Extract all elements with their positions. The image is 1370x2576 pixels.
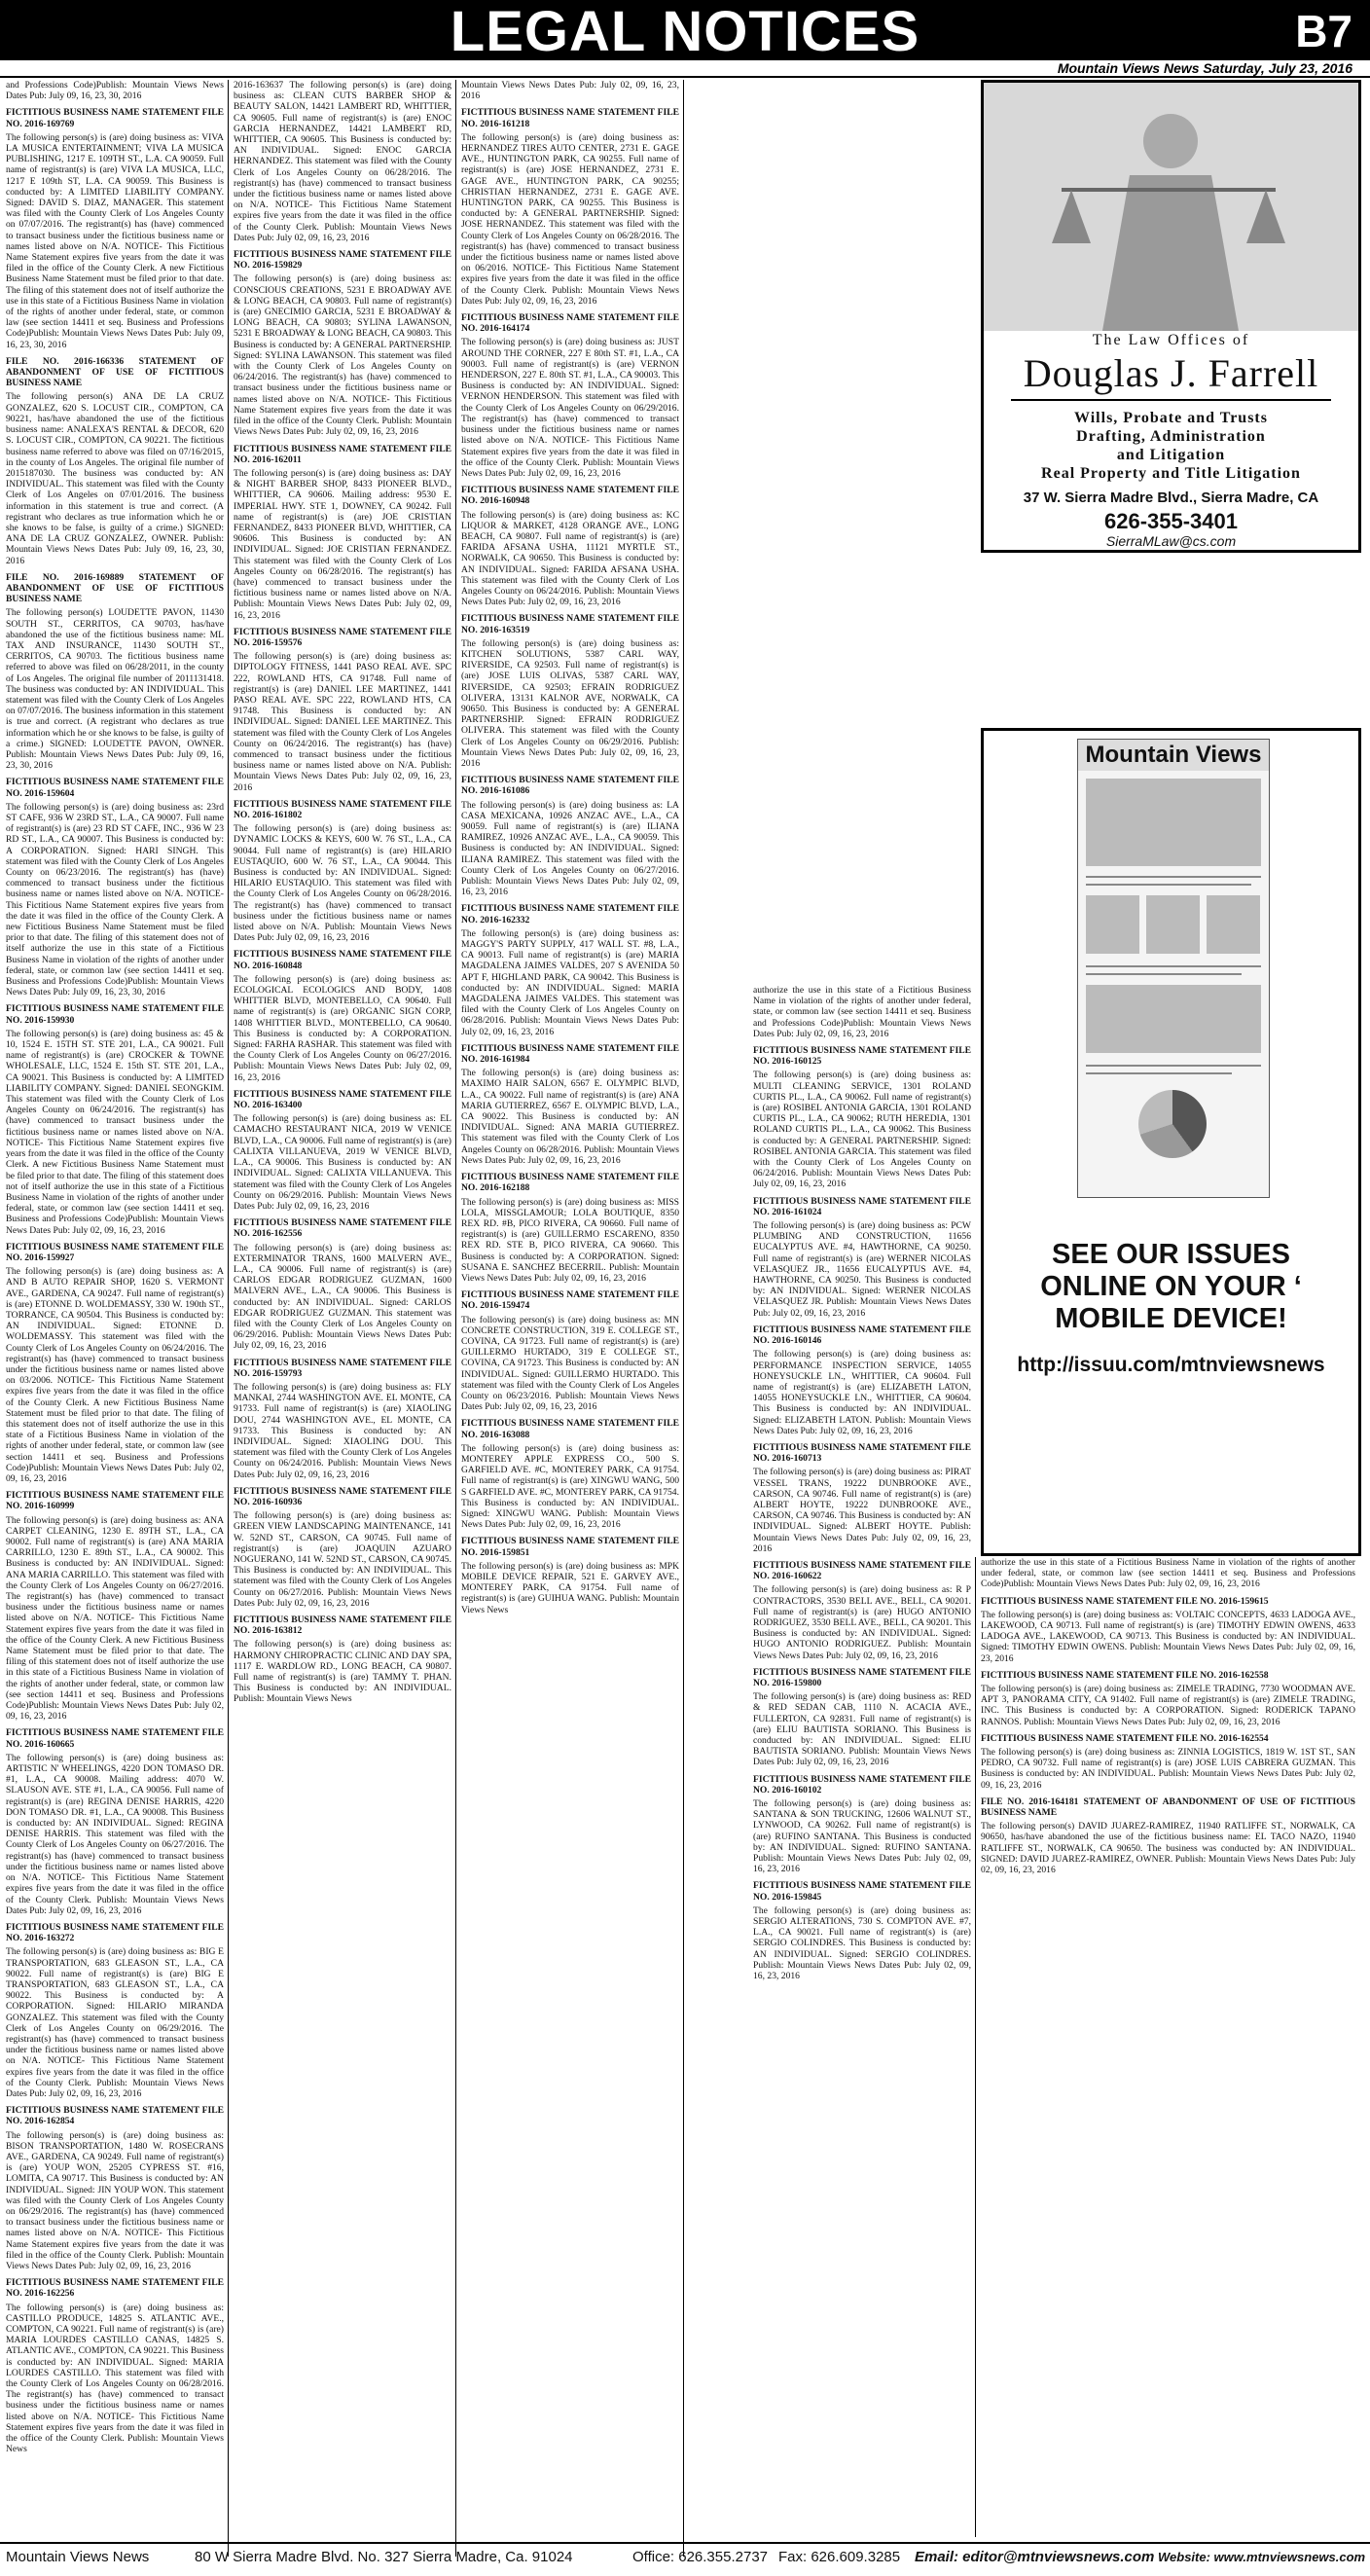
- notice-body: The following person(s) DAVID JUAREZ-RAMIREZ, 11940 RATLIFFE ST., NORWALK, CA 90650, has/have abandoned the use of the fictitious business name: EL TACO NAZO, 11940 RATLIFFE ST., NORWALK, CA 90650. The business was conducted by: AN INDIVIDUAL. SIGNED: DAVID JUAREZ-RAMIREZ, OWNER. Publish: Mountain Views News Dates Pub: July 02, 09, 16, 23, 2016: [981, 1821, 1355, 1876]
- notice-body: The following person(s) is (are) doing business as: VOLTAIC CONCEPTS, 4633 LADOGA AVE., LAKEWOOD, CA 90713. Full name of registrant(s) is (are) TIMOTHY EDWIN OWENS, 4633 LADOGA AVE., LAKEWOOD, CA 90713. This Business is conducted by: AN INDIVIDUAL. Signed: TIMOTHY EDWIN OWENS. Publish: Mountain Views News Dates Pub: July 02, 09, 16, 23, 2016: [981, 1609, 1355, 1664]
- notice-body: The following person(s) is (are) doing business as: 23rd ST CAFE, 936 W 23RD ST., L.A., CA 90007. Full name of registrant(s) is (are) 23 RD ST CAFE, INC., 936 W 23 RD ST., L.A., CA 90007. This Business is conducted by: A CORPORATION. Signed: HARI SINGH. This statement was filed with the County Clerk of Los Angeles County on 06/23/2016. The registrant(s) has (have) commenced to transact business under the fictitious business name or names listed above on N/A. NOTICE- This Fictitious Name Statement expires five years from the date it was filed in the office of the County Clerk. A new Fictitious Business Name Statement must be filed prior to that date. The filing of this statement does not of itself authorize the use in this state of a Fictitious Business Name in violation of the rights of another under federal, state, or common law (see section 14411 et seq. Business and Professions Code)Publish: Mountain Views News Dates Pub: July 09, 16, 23, 30, 2016: [6, 801, 224, 998]
- notice-column-4: [753, 985, 971, 2537]
- notice-heading: FICTITIOUS BUSINESS NAME STATEMENT FILE NO. 2016-159800: [753, 1666, 971, 1688]
- thumbnail-photo: [1086, 779, 1261, 866]
- notice-heading: FICTITIOUS BUSINESS NAME STATEMENT FILE NO. 2016-163519: [461, 613, 679, 635]
- notice-body: The following person(s) is (are) doing business as: JUST AROUND THE CORNER, 227 E 80th ST. #1, L.A., CA 90003. Full name of registrant(s) is (are) VERNON HENDERSON, 227 E. 80th ST. #1, L.A., CA 90003. This Business is conducted by: AN INDIVIDUAL. Signed: VERNON HENDERSON. This statement was filed with the County Clerk of Los Angeles County on 06/29/2016. The registrant(s) has (have) commenced to transact business under the fictitious business name or names listed above on N/A. NOTICE- This Fictitious Name Statement expires five years from the date it was filed in the office of the County Clerk. Publish: Mountain Views News Dates Pub: July 02, 09, 16, 23, 2016: [461, 337, 679, 479]
- notice-body: The following person(s) is (are) doing business as: HERNANDEZ TIRES AUTO CENTER, 2731 E. GAGE AVE., HUNTINGTON PARK, CA 90255. Full name of registrant(s) is (are) JOSE HERNANDEZ, 2731 E. GAGE AVE., HUNTINGTON PARK, CA 90255; CHRISTIAN HERNANDEZ, 2731 E. GAGE AVE. HUNTINGTON PARK, CA 90255. This Business is conducted by: A GENERAL PARTNERSHIP. Signed: JOSE HERNANDEZ. This statement was filed with the County Clerk of Los Angeles County on 06/28/2016. The registrant(s) has (have) commenced to transact business under the fictitious business name or names listed above on 06/2016. NOTICE- This Fictitious Name Statement expires five years from the date it was filed in the office of the County Clerk. Publish: Mountain Views News Dates Pub: July 02, 09, 16, 23, 2016: [461, 131, 679, 307]
- notice-heading: FICTITIOUS BUSINESS NAME STATEMENT FILE NO. 2016-164174: [461, 312, 679, 335]
- notice-heading: FICTITIOUS BUSINESS NAME STATEMENT FILE NO. 2016-159576: [234, 626, 451, 648]
- notice-body: The following person(s) is (are) doing business as: RED & RED SEDAN CAB, 1110 N. ACACIA AVE., FULLERTON, CA 92831. Full name of registrant(s) is (are) ELIU BAUTISTA SORIANO. This Business is conducted by: AN INDIVIDUAL. Signed: ELIU BAUTISTA SORIANO. Publish: Mountain Views News Dates Pub: July 02, 09, 16, 23, 2016: [753, 1691, 971, 1768]
- notice-heading: FICTITIOUS BUSINESS NAME STATEMENT FILE NO. 2016-162554: [981, 1732, 1269, 1744]
- thumbnail-photo: [1086, 895, 1139, 954]
- notice-body: The following person(s) is (are) doing business as: LA CASA MEXICANA, 10926 ANZAC AVE., L.A., CA 90059. Full name of registrant(s) is (are) ILIANA RAMIREZ, 10926 ANZAC AVE., L.A., CA 90059. This Business is conducted by: AN INDIVIDUAL. Signed: ILIANA RAMIREZ. This statement was filed with the County Clerk of Los Angeles County on 06/27/2016. Publish: Mountain Views News Dates Pub: July 02, 09, 16, 23, 2016: [461, 799, 679, 898]
- notice-body: The following person(s) is (are) doing business as: MAXIMO HAIR SALON, 6567 E. OLYMPIC BLVD, L.A., CA 90022. Full name of registrant(s) is (are) ANA MARIA GUTIERREZ, 6567 E. OLYMPIC BLVD, L.A., CA 90022. This Business is conducted by: AN INDIVIDUAL. Signed: ANA MARIA GUTIERREZ. This statement was filed with the County Clerk of Los Angeles County on 06/28/2016. Publish: Mountain Views News Dates Pub: July 02, 09, 16, 23, 2016: [461, 1068, 679, 1166]
- notice-body: Mountain Views News Dates Pub: July 02, 09, 16, 23, 2016: [461, 80, 679, 102]
- notice-heading: FICTITIOUS BUSINESS NAME STATEMENT FILE NO. 2016-159930: [6, 1003, 224, 1026]
- notice-column-1: [6, 80, 224, 2557]
- notice-body: The following person(s) is (are) doing business as: EXTERMINATOR TRANS, 1600 MALVERN AVE., L.A., CA 90006. Full name of registrant(s) is (are) CARLOS EDGAR RODRIGUEZ GUZMAN, 1600 MALVERN AVE., L.A., CA 90006. This Business is conducted by: AN INDIVIDUAL. Signed: CARLOS EDGAR RODRIGUEZ GUZMAN. This statement was filed with the County Clerk of Los Angeles County on 06/29/2016. Publish: Mountain Views News Dates Pub: July 02, 09, 16, 23, 2016: [234, 1242, 451, 1352]
- thumbnail-line: [1086, 1065, 1261, 1067]
- thumbnail-line: [1086, 884, 1251, 886]
- online-ad-line: MOBILE DEVICE!: [1055, 1303, 1287, 1334]
- notice-heading: FICTITIOUS BUSINESS NAME STATEMENT FILE NO. 2016-159927: [6, 1241, 224, 1263]
- notice-heading: FICTITIOUS BUSINESS NAME STATEMENT FILE NO. 2016-161218: [461, 107, 679, 129]
- thumbnail-line: [1086, 965, 1261, 967]
- notice-body: The following person(s) is (are) doing business as: ANA CARPET CLEANING, 1230 E. 89TH ST., L.A., CA 90002. Full name of registrant(s) is (are) ANA MARIA CARRILLO, 1230 E. 89th ST., L.A., CA 90002. This Business is conducted by: AN INDIVIDUAL. Signed: ANA MARIA CARRILLO. This statement was filed with the County Clerk of Los Angeles County on 06/27/2016. The registrant(s) has (have) commenced to transact business under the fictitious business name or names listed above on N/A. NOTICE- This Fictitious Name Statement expires five years from the date it was filed in the office of the County Clerk. A new Fictitious Business Name Statement must be filed prior to that date. The filing of this statement does not of itself authorize the use in this state of a Fictitious Business Name in violation of the rights of another under federal, state, or common law (see section 14411 et seq. Business and Professions Code)Publish: Mountain Views News Dates Pub: July 02, 09, 16, 23, 2016: [6, 1514, 224, 1723]
- notice-body: The following person(s) is (are) doing business as: HARMONY CHIROPRACTIC CLINIC AND DAY SPA, 1117 E. WARDLOW RD., LONG BEACH, CA 90807. Full name of registrant(s) is (are) TAMMY T. PHAN. This Business is conducted by: AN INDIVIDUAL. Publish: Mountain Views News: [234, 1639, 451, 1705]
- notice-heading: FICTITIOUS BUSINESS NAME STATEMENT FILE NO. 2016-159851: [461, 1536, 679, 1558]
- notice-body: authorize the use in this state of a Fictitious Business Name in violation of the rights of another under federal, state, or common law (see section 14411 et seq. Business and Professions Code)Publish: Mountain Views News Dates Pub: July 02, 09, 16, 23, 2016: [981, 1557, 1355, 1590]
- notice-body: The following person(s) is (are) doing business as: KITCHEN SOLUTIONS, 5387 CARL WAY, RIVERSIDE, CA 92503. Full name of registrant(s) is (are) JOSE LUIS OLIVAS, 5387 CARL WAY, RIVERSIDE, CA 92503; EFRAIN RODRIGUEZ OLIVERA, 13131 KALNOR AVE, NORWALK, CA 90650. This Business is conducted by: A GENERAL PARTNERSHIP. Signed: EFRAIN RODRIGUEZ OLIVERA. This statement was filed with the County Clerk of Los Angeles County on 06/29/2016. Publish: Mountain Views News Dates Pub: July 02, 09, 16, 23, 2016: [461, 637, 679, 769]
- header-rule: [0, 76, 1370, 78]
- online-ad-headline: [984, 1239, 1358, 1335]
- notice-heading: FICTITIOUS BUSINESS NAME STATEMENT FILE NO. 2016-169769: [6, 107, 224, 129]
- column-divider: [455, 80, 456, 2557]
- notice-heading: FICTITIOUS BUSINESS NAME STATEMENT FILE NO. 2016-162558: [981, 1669, 1269, 1681]
- service-line: Wills, Probate and Trusts: [1074, 410, 1268, 426]
- notice-body: The following person(s) is (are) doing business as: BISON TRANSPORTATION, 1480 W. ROSECRANS AVE., GARDENA, CA 90249. Full name of registrant(s) is (are) YOUP WON, 25205 CYPRESS ST. #16, LOMITA, CA 90717. This Business is conducted by: AN INDIVIDUAL. Signed: JIN YOUP WON. This statement was filed with the County Clerk of Los Angeles County on 06/29/2016. The registrant(s) has (have) commenced to transact business under the fictitious business name or names listed above on N/A. NOTICE- This Fictitious Name Statement expires five years from the date it was filed in the office of the County Clerk. Publish: Mountain Views News Dates Pub: July 02, 09, 16, 23, 2016: [6, 2129, 224, 2271]
- notice-body: The following person(s) is (are) doing business as: VIVA LA MUSICA ENTERTAINMENT; VIVA LA MUSICA PUBLISHING, 1217 E. 109TH ST., L.A. CA 90059. Full name of registrant(s) is (are) VIVA LA MUSICA, LLC, 1217 E 109th ST, L.A. CA 90059. This Business is conducted by: A LIMITED LIABILITY COMPANY. Signed: DAVID S. DIAZ, MANAGER. This statement was filed with the County Clerk of Los Angeles County on 07/07/2016. The registrant(s) has (have) commenced to transact business under the fictitious business name or names listed above on N/A. NOTICE- This Fictitious Name Statement expires five years from the date it was filed in the office of the County Clerk. A new Fictitious Business Name Statement must be filed prior to that date. The filing of this statement does not of itself authorize the use in this state of a Fictitious Business Name in violation of the rights of another under federal, state, or common law (see section 14411 et seq. Business and Professions Code)Publish: Mountain Views News Dates Pub: July 09, 16, 23, 30, 2016: [6, 131, 224, 350]
- notice-heading: FICTITIOUS BUSINESS NAME STATEMENT FILE NO. 2016-160146: [753, 1324, 971, 1347]
- page-number: B7: [1295, 6, 1352, 56]
- online-ad-url[interactable]: http://issuu.com/mtnviewsnews: [1017, 1354, 1325, 1376]
- online-issues-ad: [981, 728, 1361, 1556]
- notice-heading: FICTITIOUS BUSINESS NAME STATEMENT FILE NO. 2016-162256: [6, 2277, 224, 2300]
- notice-body: The following person(s) is (are) doing business as: ARTISTIC N' WHEELINGS, 4220 DON TOMASO DR. #1, L.A., CA 90008. Mailing address: 4070 W. SLAUSON AVE. STE #1, L.A., CA 90056. Full name of registrant(s) is (are) REGINA DENISE HARRIS, 4220 DON TOMASO DR. #1, L.A., CA 90008. This Business is conducted by: AN INDIVIDUAL. Signed: REGINA DENISE HARRIS. This statement was filed with the County Clerk of Los Angeles County on 06/27/2016. The registrant(s) has (have) commenced to transact business under the fictitious business name or names listed above on N/A. NOTICE- This Fictitious Name Statement expires five years from the date it was filed in the office of the County Clerk. Publish: Mountain Views News Dates Pub: July 02, 09, 16, 23, 2016: [6, 1752, 224, 1916]
- notice-body: The following person(s) is (are) doing business as: DIPTOLOGY FITNESS, 1441 PASO REAL AVE. SPC 222, ROWLAND HTS, CA 91748. Full name of registrant(s) is (are) DANIEL LEE MARTINEZ, 1441 PASO REAL AVE. SPC 222, ROWLAND HTS, CA 91748. This Business is conducted by: AN INDIVIDUAL. Signed: DANIEL LEE MARTINEZ. This statement was filed with the County Clerk of Los Angeles County on 06/24/2016. The registrant(s) has (have) commenced to transact business under the fictitious business name or names listed above on N/A. Publish: Mountain Views News Dates Pub: July 02, 09, 16, 23, 2016: [234, 651, 451, 793]
- notice-heading: FICTITIOUS BUSINESS NAME STATEMENT FILE NO. 2016-160848: [234, 949, 451, 971]
- footer-fax: Fax: 626.609.3285: [778, 2549, 901, 2565]
- notice-body: The following person(s) is (are) doing business as: 45 & 10, 1524 E. 15TH ST. STE 201, L.A., CA 90021. Full name of registrant(s) is (are) CROCKER & TOWNE WHOLESALE, LLC, 1524 E. 15th ST. STE 201, L.A., CA 90021. This Business is conducted by: A LIMITED LIABILITY COMPANY. Signed: DANIEL SEONGKIM. This statement was filed with the County Clerk of Los Angeles County on 06/24/2016. The registrant(s) has (have) commenced to transact business under the fictitious business name or names listed above on N/A. NOTICE- This Fictitious Name Statement expires five years from the date it was filed in the office of the County Clerk. A new Fictitious Business Name Statement must be filed prior to that date. The filing of this statement does not of itself authorize the use in this state of a Fictitious Business Name in violation of the rights of another under federal, state, or common law (see section 14411 et seq. Business and Professions Code)Publish: Mountain Views News Dates Pub: July 02, 09, 16, 23, 2016: [6, 1028, 224, 1236]
- notice-body: The following person(s) is (are) doing business as: A AND B AUTO REPAIR SHOP, 1620 S. VERMONT AVE., GARDENA, CA 90247. Full name of registrant(s) is (are) ETONNE D. WOLDEMASSY, 330 W. 190th ST., TORRANCE, CA 90504. This Business is conducted by: AN INDIVIDUAL. Signed: ETONNE D. WOLDEMASSY. This statement was filed with the County Clerk of Los Angeles County on 06/24/2016. The registrant(s) has (have) commenced to transact business under the fictitious business name or names listed above on 03/2006. NOTICE- This Fictitious Name Statement expires five years from the date it was filed in the office of the County Clerk. A new Fictitious Business Name Statement must be filed prior to that date. The filing of this statement does not of itself authorize the use in this state of a Fictitious Business Name in violation of the rights of another under federal, state, or common law (see section 14411 et seq. Business and Professions Code)Publish: Mountain Views News Dates Pub: July 02, 09, 16, 23, 2016: [6, 1266, 224, 1484]
- column-divider: [975, 1557, 976, 2537]
- notice-body: The following person(s) is (are) doing business as: PERFORMANCE INSPECTION SERVICE, 14055 HONEYSUCKLE LN., WHITTIER, CA 90604. Full name of registrant(s) is (are) ELIZABETH LATON, 14055 HONEYSUCKLE LN., WHITTIER, CA 90604. This Business is conducted by: AN INDIVIDUAL. Signed: ELIZABETH LATON. Publish: Mountain Views News Dates Pub: July 02, 09, 16, 23, 2016: [753, 1349, 971, 1436]
- notice-body: The following person(s) is (are) doing business as: CONSCIOUS CREATIONS, 5231 E BROADWAY AVE & LONG BEACH, CA 90803. Full name of registrant(s) is (are) GNECIMIO GARCIA, 5231 E BROADWAY & LONG BEACH, CA 90803; SYLINA LAWANSON, 5231 E BROADWAY & LONG BEACH, CA 90803. This Business is conducted by: A GENERAL PARTNERSHIP. Signed: SYLINA LAWANSON. This statement was filed with the County Clerk of Los Angeles County on 06/24/2016. The registrant(s) has (have) commenced to transact business under the fictitious business name or names listed above on N/A. NOTICE- This Fictitious Name Statement expires five years from the date it was filed in the office of the County Clerk. Publish: Mountain Views News Dates Pub: July 02, 09, 16, 23, 2016: [234, 273, 451, 438]
- law-office-services: [984, 409, 1358, 483]
- notice-body: The following person(s) is (are) doing business as: MN CONCRETE CONSTRUCTION, 319 E. COLLEGE ST., COVINA, CA 91723. Full name of registrant(s) is (are) GUILLERMO HURTADO, 319 E COLLEGE ST., COVINA, CA 91723. This Business is conducted by: AN INDIVIDUAL. Signed: GUILLERMO HURTADO. This statement was filed with the County Clerk of Los Angeles County on 06/23/2016. Publish: Mountain Views News Dates Pub: July 02, 09, 16, 23, 2016: [461, 1314, 679, 1413]
- thumbnail-photo: [1207, 895, 1260, 954]
- notice-heading: FICTITIOUS BUSINESS NAME STATEMENT FILE NO. 2016-159845: [753, 1880, 971, 1903]
- law-office-name: Douglas J. Farrell: [1023, 351, 1319, 395]
- notice-body: 2016-163637 The following person(s) is (are) doing business as: CLEAN CUTS BARBER SHOP & BEAUTY SALON, 14421 LAMBERT RD, WHITTIER, CA 90605. Full name of registrant(s) is (are) ENOC GARCIA HERNANDEZ, 14421 LAMBERT RD, WHITTIER, CA 90605. This Business is conducted by: AN INDIVIDUAL. Signed: ENOC GARCIA HERNANDEZ. This statement was filed with the County Clerk of Los Angeles County on 06/28/2016. The registrant(s) has (have) commenced to transact business under the fictitious business name or names listed above on N/A. NOTICE- This Fictitious Name Statement expires five years from the date it was filed in the office of the County Clerk. Publish: Mountain Views News Dates Pub: July 02, 09, 16, 23, 2016: [234, 80, 451, 243]
- column-divider: [683, 80, 684, 2557]
- law-office-email: SierraMLaw@cs.com: [1105, 533, 1237, 549]
- notice-body: The following person(s) is (are) doing business as: ZINNIA LOGISTICS, 1819 W. 1ST ST., SAN PEDRO, CA 90732. Full name of registrant(s) is (are) JOSE LUIS CABRERA GUZMAN. This Business is conducted by: AN INDIVIDUAL. Publish: Mountain Views News Dates Pub: July 02, 09, 16, 23, 2016: [981, 1747, 1355, 1791]
- notice-body: The following person(s) is (are) doing business as: ZIMELE TRADING, 7730 WOODMAN AVE. APT 3, PANORAMA CITY, CA 91402. Full name of registrant(s) is (are) ZIMELE TRADING, INC. This Business is conducted by: A CORPORATION. Signed: RODERICK TAPANO RANNOS. Publish: Mountain Views News Dates Pub: July 02, 09, 16, 23, 2016: [981, 1684, 1355, 1727]
- notice-body: The following person(s) is (are) doing business as: MAGGY'S PARTY SUPPLY, 417 WALL ST. #8, L.A., CA 90013. Full name of registrant(s) is (are) MARIA MAGDALENA JAIMES VALDES, 207 S AVENIDA 50 APT F, HIGHLAND PARK, CA 90042. This Business is conducted by: AN INDIVIDUAL. Signed: MARIA MAGDALENA JAIMES VALDES. This statement was filed with the County Clerk of Los Angeles County on 06/28/2016. Publish: Mountain Views News Dates Pub: July 02, 09, 16, 23, 2016: [461, 927, 679, 1037]
- notice-heading: FILE NO. 2016-166336 STATEMENT OF ABANDONMENT OF USE OF FICTITIOUS BUSINESS NAME: [6, 355, 224, 389]
- notice-heading: FICTITIOUS BUSINESS NAME STATEMENT FILE NO. 2016-159793: [234, 1357, 451, 1379]
- thumbnail-line: [1086, 973, 1242, 975]
- thumbnail-photo: [1086, 985, 1261, 1053]
- notice-body: The following person(s) is (are) doing business as: MISS LOLA, MISSGLAMOUR; LOLA BOUTIQUE, 8350 REX RD. #B, PICO RIVERA, CA 90660. Full name of registrant(s) is (are) GUILLERMO ESCARENO, 8350 REX RD. STE B, PICO RIVERA, CA 90660. This Business is conducted by: A CORPORATION. Signed: SUSANA E. SANCHEZ BECERRIL. Publish: Mountain Views News Dates Pub: July 02, 09, 16, 23, 2016: [461, 1196, 679, 1284]
- notice-heading: FICTITIOUS BUSINESS NAME STATEMENT FILE NO. 2016-159604: [6, 777, 224, 799]
- notice-body: The following person(s) is (are) doing business as: R P CONTRACTORS, 3530 BELL AVE., BELL, CA 90201. Full name of registrant(s) is (are) HUGO ANTONIO RODRIGUEZ, 3530 BELL AVE., BELL, CA 90201. This Business is conducted by: AN INDIVIDUAL. Signed: HUGO ANTONIO RODRIGUEZ. Publish: Mountain Views News Dates Pub: July 02, 09, 16, 23, 2016: [753, 1584, 971, 1661]
- notice-heading: FICTITIOUS BUSINESS NAME STATEMENT FILE NO. 2016-160948: [461, 485, 679, 507]
- notice-body: The following person(s) is (are) doing business as: GREEN VIEW LANDSCAPING MAINTENANCE, 141 W. 52ND ST., CARSON, CA 90745. Full name of registrant(s) is (are) JOAQUIN AZUARO NOGUERANO, 141 W. 52ND ST., CARSON, CA 90745. This Business is conducted by: AN INDIVIDUAL. This statement was filed with the County Clerk of Los Angeles County on 06/27/2016. Publish: Mountain Views News Dates Pub: July 02, 09, 16, 23, 2016: [234, 1510, 451, 1609]
- notice-body: The following person(s) ANA DE LA CRUZ GONZALEZ, 620 S. LOCUST CIR., COMPTON, CA 90221, has/have abandoned the use of the fictitious business name: ANALEXA'S RENTAL & DECOR, 620 S. LOCUST CIR., COMPTON, CA 90221. The fictitious business name referred to above was filed on 07/16/2015, in the county of Los Angeles. The original file number of 2015187030. The business was conducted by: AN INDIVIDUAL. This statement was filed with the County Clerk of Los Angeles on 07/01/2016. The business information in this statement is true and correct. (A registrant who declares as true information which he or she knows to be false, is guilty of a crime.) SIGNED: ANA DE LA CRUZ GONZALEZ, OWNER. Publish: Mountain Views News Dates Pub: July 09, 16, 23, 30, 2016: [6, 391, 224, 566]
- online-ad-line: ONLINE ON YOUR ‘: [1040, 1271, 1302, 1302]
- lady-justice-image: [984, 83, 1358, 331]
- notice-heading: FICTITIOUS BUSINESS NAME STATEMENT FILE NO. 2016-160102: [753, 1773, 971, 1796]
- notice-heading: FICTITIOUS BUSINESS NAME STATEMENT FILE NO. 2016-161802: [234, 798, 451, 820]
- notice-column-6: [981, 1557, 1355, 2537]
- law-office-address: 37 W. Sierra Madre Blvd., Sierra Madre, CA: [1023, 490, 1319, 506]
- notice-body: authorize the use in this state of a Fictitious Business Name in violation of the rights of another under federal, state, or common law (see section 14411 et seq. Business and Professions Code)Publish: Mountain Views News Dates Pub: July 02, 09, 16, 23, 2016: [753, 985, 971, 1039]
- footer-website[interactable]: Website: www.mtnviewsnews.com: [1158, 2550, 1366, 2564]
- notice-heading: FICTITIOUS BUSINESS NAME STATEMENT FILE NO. 2016-161984: [461, 1042, 679, 1066]
- paper-date: Mountain Views News Saturday, July 23, 2016: [1057, 60, 1352, 76]
- notice-body: The following person(s) is (are) doing business as: BIG E TRANSPORTATION, 683 GLEASON ST., L.A., CA 90022. Full name of registrant(s) is (are) BIG E TRANSPORTATION, 683 GLEASON ST., L.A., CA 90022. This Business is conducted by: A CORPORATION. Signed: HILARIO MIRANDA GONZALEZ. This statement was filed with the County Clerk of Los Angeles County on 06/29/2016. The registrant(s) has (have) commenced to transact business under the fictitious business name or names listed above on N/A. NOTICE- This Fictitious Name Statement expires five years from the date it was filed in the office of the County Clerk. Publish: Mountain Views News Dates Pub: July 02, 09, 16, 23, 2016: [6, 1946, 224, 2099]
- ad-rule: [1011, 399, 1331, 401]
- notice-body: The following person(s) is (are) doing business as: ECOLOGICAL ECOLOGICS AND BODY, 1408 WHITTIER BLVD, MONTEBELLO, CA 90640. Full name of registrant(s) is (are) ORGANIC SIGN CORP, 1408 WHITTIER BLVD., MONTEBELLO, CA 90640. This Business is conducted by: A CORPORATION. Signed: FARHA RASHAR. This statement was filed with the County Clerk of Los Angeles County on 06/27/2016. Publish: Mountain Views News Dates Pub: July 02, 09, 16, 23, 2016: [234, 973, 451, 1083]
- notice-heading: FICTITIOUS BUSINESS NAME STATEMENT FILE NO. 2016-161086: [461, 775, 679, 797]
- thumbnail-line: [1086, 1072, 1232, 1074]
- notice-body: The following person(s) is (are) doing business as: PCW PLUMBING AND CONSTRUCTION, 11656 EUCALYPTUS AVE. #4, HAWTHORNE, CA 90250. Full name of registrant(s) is (are) WERNER NICOLAS VELASQUEZ JR., 11656 EUCALYPTUS AVE. #4, HAWTHORNE, CA 90250. This Business is conducted by: AN INDIVIDUAL. Signed: WERNER NICOLAS VELASQUEZ JR. Publish: Mountain Views News Dates Pub: July 02, 09, 16, 23, 2016: [753, 1220, 971, 1319]
- notice-heading: FICTITIOUS BUSINESS NAME STATEMENT FILE NO. 2016-159474: [461, 1289, 679, 1312]
- notice-heading: FICTITIOUS BUSINESS NAME STATEMENT FILE NO. 2016-159829: [234, 249, 451, 272]
- law-office-phone: 626-355-3401: [1103, 509, 1238, 533]
- notice-body: The following person(s) is (are) doing business as: MULTI CLEANING SERVICE, 1301 ROLAND CURTIS PL., L.A., CA 90062. Full name of registrant(s) is (are) ROSIBEL ANTONIA GARCIA, 1301 ROLAND CURTIS PL., L.A., CA 90062; RUTH HEREDIA, 1301 ROLAND CURTIS PL., L.A., CA 90062. This Business is conducted by: A GENERAL PARTNERSHIP. Signed: ROSIBEL ANTONIA GARCIA. This statement was filed with the County Clerk of Los Angeles County on 06/24/2016. Publish: Mountain Views News Dates Pub: July 02, 09, 16, 23, 2016: [753, 1070, 971, 1190]
- notice-body: The following person(s) is (are) doing business as: PIRAT VESSEL TRANS, 19222 DUNBROOKE AVE., CARSON, CA 90746. Full name of registrant(s) is (are) ALBERT HOYTE, 19222 DUNBROOKE AVE., CARSON, CA 90746. This Business is conducted by: AN INDIVIDUAL. Signed: ALBERT HOYTE. Publish: Mountain Views News Dates Pub: July 02, 09, 16, 23, 2016: [753, 1467, 971, 1554]
- service-line: Real Property and Title Litigation: [1041, 465, 1301, 482]
- footer-address: 80 W Sierra Madre Blvd. No. 327 Sierra Madre, Ca. 91024: [195, 2549, 573, 2565]
- notice-body: The following person(s) is (are) doing business as: DAY & NIGHT BARBER SHOP, 8433 PIONEER BLVD., WHITTIER, CA 90606. Mailing address: 9530 E. IMPERIAL HWY. STE 1, DOWNEY, CA 90242. Full name of registrant(s) is (are) JOE CRISTIAN FERNANDEZ, 8433 PIONEER BLVD, WHITTIER, CA 90606. This Business is conducted by: AN INDIVIDUAL. Signed: JOE CRISTIAN FERNANDEZ. This statement was filed with the County Clerk of Los Angeles County on 06/28/2016. The registrant(s) has (have) commenced to transact business under the fictitious business name or names listed above on N/A. Publish: Mountain Views News Dates Pub: July 02, 09, 16, 23, 2016: [234, 467, 451, 621]
- notice-heading: FICTITIOUS BUSINESS NAME STATEMENT FILE NO. 2016-162011: [234, 443, 451, 465]
- masthead: [0, 0, 1370, 76]
- notice-heading: FILE NO. 2016-169889 STATEMENT OF ABANDONMENT OF USE OF FICTITIOUS BUSINESS NAME: [6, 571, 224, 605]
- notice-heading: FICTITIOUS BUSINESS NAME STATEMENT FILE NO. 2016-160622: [753, 1559, 971, 1582]
- law-office-ad: [981, 80, 1361, 553]
- notice-heading: FILE NO. 2016-164181 STATEMENT OF ABANDONMENT OF USE OF FICTITIOUS BUSINESS NAME: [981, 1796, 1355, 1819]
- notice-body: The following person(s) is (are) doing business as: KC LIQUOR & MARKET, 4128 ORANGE AVE., LONG BEACH, CA 90807. Full name of registrant(s) is (are) FARIDA AFSANA USHA, 11121 MYRTLE ST., NORWALK, CA 90650. This Business is conducted by: AN INDIVIDUAL. Signed: FARIDA AFSANA USHA. This statement was filed with the County Clerk of Los Angeles County on 06/24/2016. Publish: Mountain Views News Dates Pub: July 02, 09, 16, 23, 2016: [461, 509, 679, 608]
- notice-heading: FICTITIOUS BUSINESS NAME STATEMENT FILE NO. 2016-163812: [234, 1615, 451, 1637]
- notice-body: The following person(s) is (are) doing business as: DYNAMIC LOCKS & KEYS, 600 W. 76 ST., L.A., CA 90044. Full name of registrant(s) is (are) HILARIO EUSTAQUIO, 600 W. 76 ST., L.A., CA 90044. This Business is conducted by: AN INDIVIDUAL. Signed: HILARIO EUSTAQUIO. This statement was filed with the County Clerk of Los Angeles County on 06/28/2016. The registrant(s) has (have) commenced to transact business under the fictitious business name or names listed above on N/A. Publish: Mountain Views News Dates Pub: July 02, 09, 16, 23, 2016: [234, 823, 451, 944]
- notice-body: The following person(s) is (are) doing business as: SANTANA & SON TRUCKING, 12606 WALNUT ST., LYNWOOD, CA 90262. Full name of registrant(s) is (are) RUFINO SANTANA. This Business is conducted by: AN INDIVIDUAL. Signed: RUFINO SANTANA. Publish: Mountain Views News Dates Pub: July 02, 09, 16, 23, 2016: [753, 1798, 971, 1875]
- notice-heading: FICTITIOUS BUSINESS NAME STATEMENT FILE NO. 2016-160713: [753, 1441, 971, 1465]
- notice-heading: FICTITIOUS BUSINESS NAME STATEMENT FILE NO. 2016-163400: [234, 1088, 451, 1111]
- notice-body: The following person(s) is (are) doing business as: EL CAMACHO RESTAURANT NICA, 2019 W VENICE BLVD, L.A., CA 90006. Full name of registrant(s) is (are) CALIXTA VILLANUEVA, 2019 W VENICE BLVD, L.A., CA 90006. This Business is conducted by: AN INDIVIDUAL. Signed: CALIXTA VILLANUEVA. This statement was filed with the County Clerk of Los Angeles County on 06/29/2016. Publish: Mountain Views News Dates Pub: July 02, 09, 16, 23, 2016: [234, 1113, 451, 1212]
- section-title: LEGAL NOTICES: [450, 0, 920, 63]
- notice-heading: FICTITIOUS BUSINESS NAME STATEMENT FILE NO. 2016-160125: [753, 1045, 971, 1068]
- notice-body: The following person(s) is (are) doing business as: FLY MANKAI, 2744 WASHINGTON AVE. EL MONTE, CA 91733. Full name of registrant(s) is (are) XIAOLING DOU, 2744 WASHINGTON AVE., EL MONTE, CA 91733. This Business is conducted by: AN INDIVIDUAL. Signed: XIAOLING DOU. This statement was filed with the County Clerk of Los Angeles County on 06/24/2016. Publish: Mountain Views News Dates Pub: July 02, 09, 16, 23, 2016: [234, 1381, 451, 1480]
- notice-heading: FICTITIOUS BUSINESS NAME STATEMENT FILE NO. 2016-160936: [234, 1485, 451, 1507]
- notice-body: The following person(s) is (are) doing business as: MONTEREY APPLE EXPRESS CO., 500 S. GARFIELD AVE. #C, MONTEREY PARK, CA 91754. Full name of registrant(s) is (are) XINGWU WANG, 500 S GARFIELD AVE. #C, MONTEREY PARK, CA 91754. This Business is conducted by: AN INDIVIDUAL. Signed: XINGWU WANG. Publish: Mountain Views News Dates Pub: July 02, 09, 16, 23, 2016: [461, 1442, 679, 1531]
- notice-heading: FICTITIOUS BUSINESS NAME STATEMENT FILE NO. 2016-161024: [753, 1195, 971, 1217]
- notice-heading: FICTITIOUS BUSINESS NAME STATEMENT FILE NO. 2016-162854: [6, 2105, 224, 2127]
- online-ad-line: SEE OUR ISSUES: [1052, 1239, 1290, 1270]
- notice-heading: FICTITIOUS BUSINESS NAME STATEMENT FILE NO. 2016-160665: [6, 1727, 224, 1750]
- notice-column-3: [461, 80, 679, 2557]
- notice-body: The following person(s) is (are) doing business as: CASTILLO PRODUCE, 14825 S. ATLANTIC AVE., COMPTON, CA 90221. Full name of registrant(s) is (are) MARIA LOURDES CASTILLO CANAS, 14825 S. ATLANTIC AVE., COMPTON, CA 90221. This Business is conducted by: AN INDIVIDUAL. Signed: MARIA LOURDES CASTILLO. This statement was filed with the County Clerk of Los Angeles County on 06/28/2016. The registrant(s) has (have) commenced to transact business under the fictitious business name or names listed above on N/A. NOTICE- This Fictitious Name Statement expires five years from the date it was filed in the office of the County Clerk. Publish: Mountain Views News: [6, 2302, 224, 2455]
- thumbnail-pie-chart: [1138, 1090, 1207, 1158]
- service-line: Drafting, Administration: [1076, 428, 1266, 445]
- notice-body: The following person(s) is (are) doing business as: MPK MOBILE DEVICE REPAIR, 521 E. GARVEY AVE., MONTEREY PARK, CA 91754. Full name of registrant(s) is (are) GUIHUA WANG. Publish: Mountain Views News: [461, 1560, 679, 1615]
- footer: [0, 2542, 1370, 2573]
- notice-heading: FICTITIOUS BUSINESS NAME STATEMENT FILE NO. 2016-160999: [6, 1490, 224, 1512]
- notice-body: and Professions Code)Publish: Mountain Views News Dates Pub: July 09, 16, 23, 30, 2016: [6, 80, 224, 102]
- notice-heading: FICTITIOUS BUSINESS NAME STATEMENT FILE NO. 2016-163088: [461, 1418, 679, 1440]
- notice-heading: FICTITIOUS BUSINESS NAME STATEMENT FILE NO. 2016-162332: [461, 903, 679, 925]
- notice-heading: FICTITIOUS BUSINESS NAME STATEMENT FILE NO. 2016-162556: [234, 1217, 451, 1240]
- thumbnail-line: [1086, 876, 1261, 878]
- notice-heading: FICTITIOUS BUSINESS NAME STATEMENT FILE NO. 2016-162188: [461, 1172, 679, 1194]
- law-office-lead: The Law Offices of: [1092, 332, 1250, 348]
- notice-heading: FICTITIOUS BUSINESS NAME STATEMENT FILE NO. 2016-163272: [6, 1921, 224, 1944]
- notice-column-2: [234, 80, 451, 2557]
- service-line: and Litigation: [1116, 447, 1226, 463]
- thumbnail-photo: [1146, 895, 1200, 954]
- notice-heading: FICTITIOUS BUSINESS NAME STATEMENT FILE NO. 2016-159615: [981, 1595, 1269, 1607]
- footer-email[interactable]: Email: editor@mtnviewsnews.com: [915, 2549, 1155, 2565]
- thumbnail-masthead: Mountain Views: [1078, 740, 1269, 771]
- newspaper-thumbnail: [1077, 739, 1270, 1198]
- notice-body: The following person(s) is (are) doing business as: SERGIO ALTERATIONS, 730 S. COMPTON AVE. #7, L.A., CA 90021. Full name of registrant(s) is (are) SERGIO COLINDRES. This Business is conducted by: AN INDIVIDUAL. Signed: SERGIO COLINDRES. Publish: Mountain Views News Dates Pub: July 02, 09, 16, 23, 2016: [753, 1905, 971, 1982]
- column-divider: [228, 80, 229, 2557]
- notice-body: The following person(s) LOUDETTE PAVON, 11430 SOUTH ST., CERRITOS, CA 90703, has/have abandoned the use of the fictitious business name: ML TAX AND INSURANCE, 11430 SOUTH ST., CERRITOS, CA 90703. The fictitious business name referred to above was filed on 06/28/2011, in the county of Los Angeles. The original file number of 2011131418. The business was conducted by: AN INDIVIDUAL. This statement was filed with the County Clerk of Los Angeles on 07/07/2016. The business information in this statement is true and correct. (A registrant who declares as true information which he or she knows to be false, is guilty of a crime.) SIGNED: LOUDETTE PAVON, OWNER. Publish: Mountain Views News Dates Pub: July 09, 16, 23, 30, 2016: [6, 607, 224, 772]
- footer-office: Office: 626.355.2737: [632, 2549, 768, 2565]
- footer-paper: Mountain Views News: [6, 2549, 150, 2565]
